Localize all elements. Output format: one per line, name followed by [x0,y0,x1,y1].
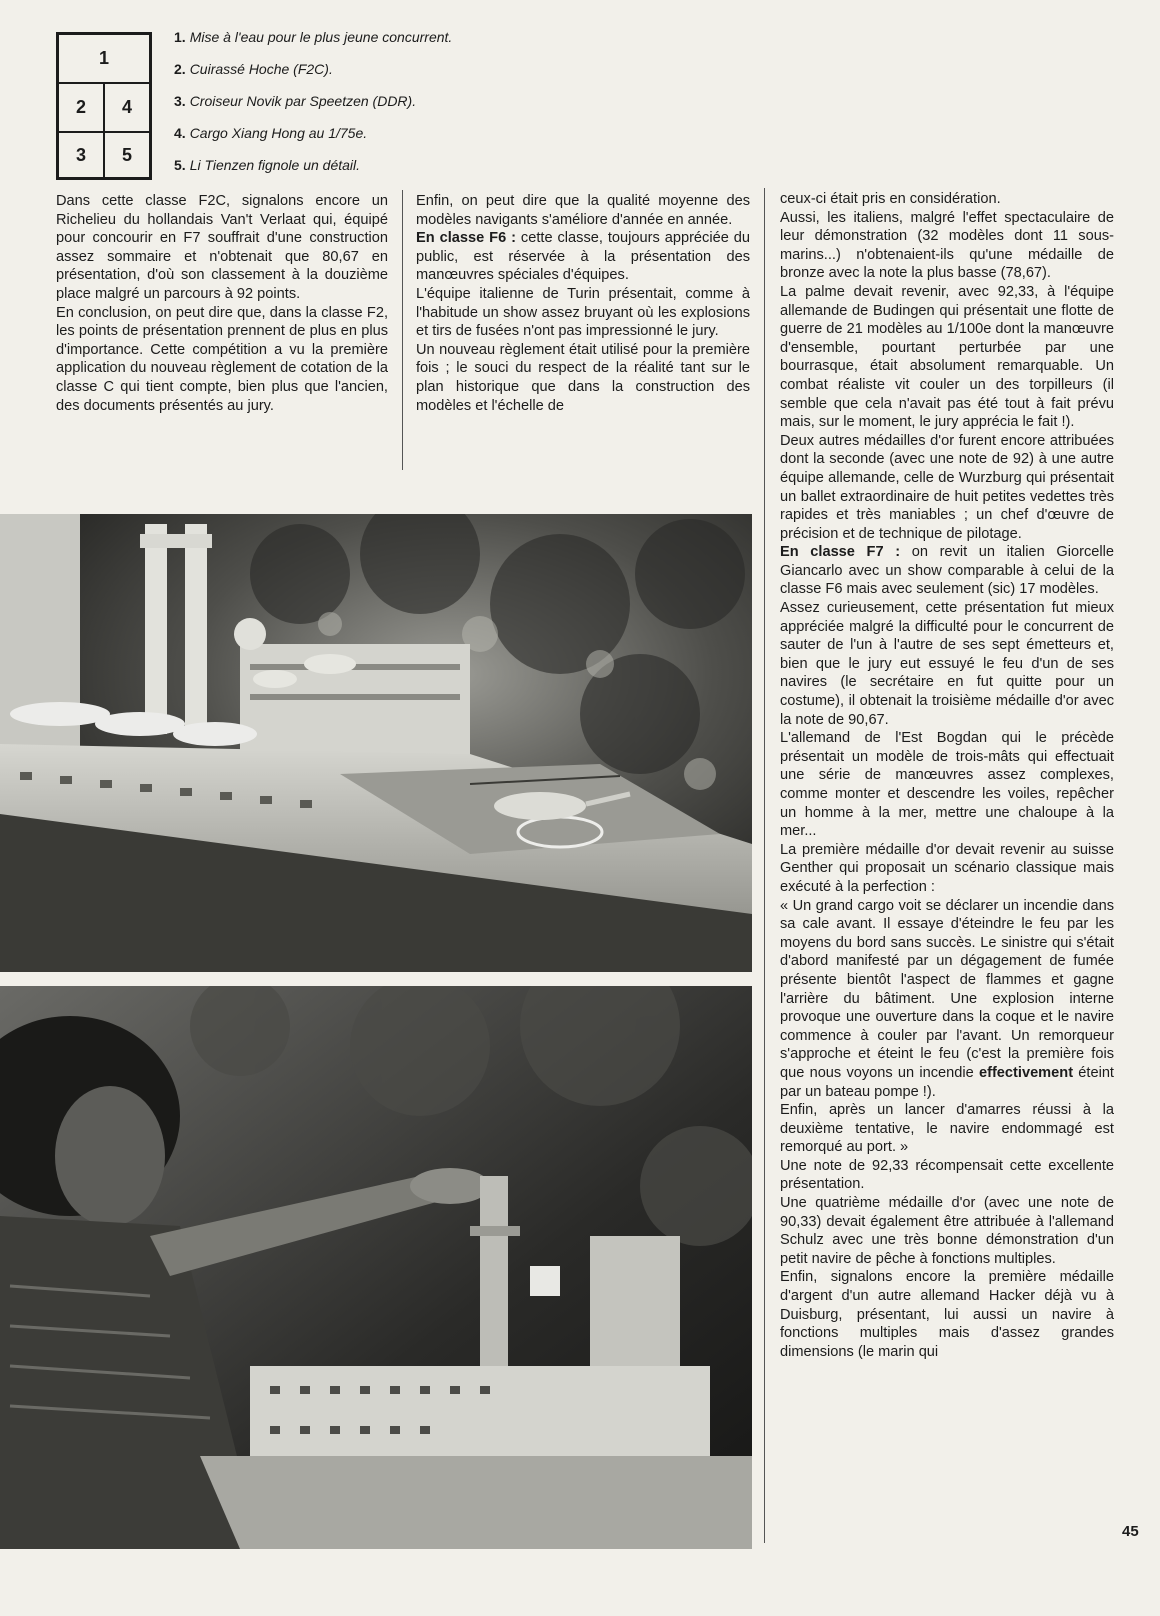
paragraph: Aussi, les italiens, malgré l'effet spectaculaire de leur démonstration (32 modèles dont 11 sous-marins...) n'obtenaient-ils qu'une médaille de bronze avec la note la plus basse (78,67). [780,209,1114,282]
section-label-f7: En classe F7 : [780,544,901,561]
paragraph: Enfin, signalons encore la première médaille d'argent d'un autre allemand Hacker déjà vu à Duisburg, présentant, lui aussi un navire à fonctions multiples mais d'assez grandes dimensions (le marin qui [780,1269,1114,1360]
paragraph: Enfin, après un lancer d'amarres réussi à la deuxième tentative, le navire endommagé est remorqué au port. » [780,1102,1114,1156]
grid-cell-1: 1 [58,34,150,83]
text-column-3 [780,190,1114,1361]
paragraph: L'équipe italienne de Turin présentait, comme à l'habitude un show assez bruyant où les explosions et tirs de fusées n'ont pas impressionné le jury. [416,285,750,340]
grid-cell-3: 3 [58,132,104,178]
paragraph-text: éteint par un bateau pompe !). [780,1064,1114,1100]
caption-text: Croiseur Novik par Speetzen (DDR). [189,93,417,109]
caption-item [174,120,534,152]
photo-captions [174,24,534,184]
caption-text: Li Tienzen fignole un détail. [189,157,361,173]
grid-cell-5: 5 [104,132,150,178]
paragraph-text: on revit un italien Giorcelle Giancarlo avec un show comparable à celui de la classe F6 mais avec seulement (sic) 17 modèles. [780,544,1114,598]
caption-number: 2. [174,61,186,77]
photo-modeller-detail [0,986,752,1549]
column-divider [764,188,765,1543]
photo-cargo-ship-model [0,514,752,972]
column-divider [402,190,403,470]
paragraph: Assez curieusement, cette présentation fut mieux appréciée malgré la difficulté pour le concurrent de sauter de l'un à l'autre de ses sept émetteurs et, bien que le jury eut essuyé le feu d'un de ses navires (le secrétaire en fut quitte pour un costume), il obtenait la troisième médaille d'or avec la note de 90,67. [780,600,1114,728]
caption-number: 1. [174,29,186,45]
emphasis-text: effectivement [978,1064,1074,1081]
grid-cell-2: 2 [58,83,104,132]
caption-text: Cargo Xiang Hong au 1/75e. [189,125,368,141]
paragraph [780,897,1114,1102]
paragraph: Enfin, on peut dire que la qualité moyenne des modèles navigants s'améliore d'année en année. [416,193,750,228]
text-column-2 [416,192,750,415]
section-label-f6: En classe F6 : [416,230,516,247]
paragraph-text: cette classe, toujours appréciée du public, est réservée à la présentation des manœuvres spéciales d'équipes. [416,230,750,284]
paragraph: Dans cette classe F2C, signalons encore un Richelieu du hollandais Van't Verlaat qui, équipé pour concourir en F7 souffrait d'une construction assez sommaire et n'obtenait que 80,67 en présentation, d'où son classement à la douzième place malgré un parcours à 92 points. [56,193,388,302]
paragraph-text: « Un grand cargo voit se déclarer un incendie dans sa cale avant. Il essaye d'éteindre le feu par les moyens du bord sans succès. Le sinistre qui s'était d'abord manifesté par un dégagement de fumée présente bientôt l'aspect de flammes et gagne l'arrière du bâtiment. Une explosion interne provoque une ouverture dans la coque et le navire commence à couler par l'avant. Un remorqueur s'approche et éteint le feu (c'est la première fois que nous voyons un incendie [780,897,1114,1081]
caption-item [174,56,534,88]
paragraph: Un nouveau règlement était utilisé pour la première fois ; le souci du respect de la réalité tant sur le plan historique que dans la construction des modèles et l'échelle de [416,341,750,414]
caption-item [174,88,534,120]
caption-text: Cuirassé Hoche (F2C). [189,61,333,77]
paragraph: Une note de 92,33 récompensait cette excellente présentation. [780,1157,1114,1193]
paragraph: ceux-ci était pris en considération. [780,191,1001,207]
paragraph [780,543,1114,599]
grid-cell-4: 4 [104,83,150,132]
caption-number: 5. [174,157,186,173]
caption-text: Mise à l'eau pour le plus jeune concurrent. [189,29,453,45]
paragraph [416,229,750,285]
paragraph: La première médaille d'or devait revenir au suisse Genther qui proposait un scénario classique mais exécuté à la perfection : [780,841,1114,895]
caption-item [174,24,534,56]
paragraph: L'allemand de l'Est Bogdan qui le précède présentait un modèle de trois-mâts qui effectuait une série de manœuvres assez complexes, comme monter et descendre les voiles, repêcher un homme à la mer, mettre une chaloupe à la mer... [780,730,1114,840]
paragraph: Deux autres médailles d'or furent encore attribuées dont la seconde (avec une note de 92) à une autre équipe allemande, celle de Wurzburg qui présentait un ballet extraordinaire de huit petites vedettes très rapides et très maniables ; un chef d'œuvre de précision et de technique de pilotage. [780,432,1114,542]
caption-item [174,152,534,184]
figure-key-grid [56,32,152,180]
text-column-1 [56,192,388,415]
caption-number: 4. [174,125,186,141]
paragraph: Une quatrième médaille d'or (avec une note de 90,33) devait également être attribuée à l'allemand Schulz avec une très bonne démonstration d'un petit navire de pêche à fonctions multiples. [780,1195,1114,1267]
caption-number: 3. [174,93,186,109]
paragraph: En conclusion, on peut dire que, dans la classe F2, les points de présentation prennent de plus en plus d'importance. Cette compétition a vu la première application du nouveau règlement de cotation de la classe C qui tient compte, bien plus que l'ancien, des documents présentés au jury. [56,304,388,414]
paragraph: La palme devait revenir, avec 92,33, à l'équipe allemande de Budingen qui présentait une flotte de guerre de 21 modèles au 1/100e dont la manœuvre d'ensemble, pourtant perturbée par une bourrasque, était absolument remarquable. Un combat réaliste vit couler un des torpilleurs (il semble que cela n'avait pas été tout à fait prévu mais, sur le moment, le jury apprécia le fait !). [780,283,1114,431]
page-number: 45 [1122,1523,1139,1540]
